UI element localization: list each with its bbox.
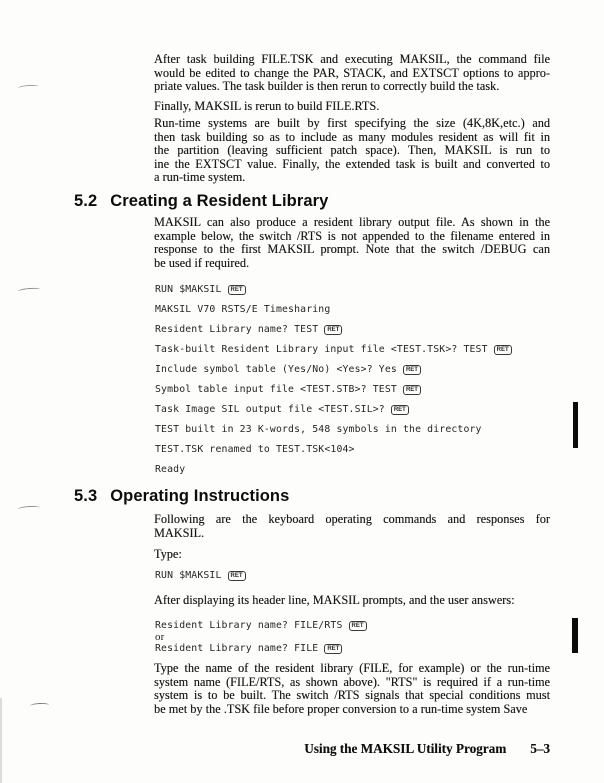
terminal-example-block — [155, 566, 246, 586]
terminal-line — [155, 280, 512, 300]
terminal-text: RUN $MAKSIL — [155, 570, 222, 581]
terminal-text: Resident Library name? FILE/RTS — [155, 620, 343, 631]
return-key-icon: RET — [349, 621, 367, 631]
change-bar — [573, 402, 578, 448]
terminal-line — [155, 340, 512, 360]
text-line: Type the name of the resident library (FILE, for example) or the run-time — [154, 661, 550, 675]
terminal-text: Include symbol table (Yes/No) <Yes>? Yes — [155, 364, 397, 375]
terminal-line — [155, 320, 512, 340]
text-line: After task building FILE.TSK and executing MAKSIL, the command file — [154, 52, 550, 66]
paragraph — [154, 662, 550, 716]
section-heading-5-3 — [74, 487, 289, 506]
section-title: Creating a Resident Library — [110, 192, 329, 210]
page-footer — [304, 741, 550, 757]
return-key-icon: RET — [228, 285, 246, 295]
paragraph — [154, 117, 550, 185]
terminal-line — [155, 620, 367, 632]
terminal-line — [155, 300, 512, 320]
terminal-text: or — [155, 630, 165, 643]
terminal-line — [155, 400, 512, 420]
terminal-text: MAKSIL V70 RSTS/E Timesharing — [155, 304, 331, 315]
paragraph — [154, 100, 550, 114]
text-line: response to the first MAKSIL prompt. Note that the switch /DEBUG can — [154, 242, 550, 256]
text-line: After displaying its header line, MAKSIL prompts, and the user answers: — [154, 593, 515, 607]
paragraph — [154, 513, 550, 540]
text-line: then task building so as to include as many modules resident as will fit in — [154, 129, 550, 144]
text-line: be met by the .TSK file before proper conversion to a run-time system Save — [154, 701, 528, 716]
terminal-text: Resident Library name? FILE — [155, 643, 319, 654]
text-line: ine the EXTSCT value. Finally, the extended task is built and converted to — [154, 156, 550, 171]
terminal-text: Ready — [155, 464, 186, 475]
terminal-line — [155, 632, 367, 644]
margin-pen-mark — [18, 84, 39, 90]
change-bar — [572, 618, 578, 653]
text-line: system is to be built. The switch /RTS signals that special conditions must — [154, 688, 550, 702]
terminal-example-block — [155, 280, 512, 480]
return-key-icon: RET — [494, 345, 512, 355]
text-line: Finally, MAKSIL is rerun to build FILE.RTS. — [154, 99, 380, 113]
terminal-text: Symbol table input file <TEST.STB>? TEST — [155, 384, 397, 395]
section-title: Operating Instructions — [110, 487, 290, 505]
text-line: MAKSIL can also produce a resident library output file. As shown in the — [154, 215, 550, 229]
section-number: 5.3 — [74, 487, 98, 505]
return-key-icon: RET — [391, 405, 409, 415]
terminal-line — [155, 380, 512, 400]
terminal-text: TEST built in 23 K-words, 548 symbols in the directory — [155, 424, 482, 435]
footer-title: Using the MAKSIL Utility Program — [304, 741, 507, 756]
terminal-text: TEST.TSK renamed to TEST.TSK<104> — [155, 444, 355, 455]
footer-page-number: 5–3 — [530, 741, 550, 756]
text-line: Following are the keyboard operating commands and responses for — [154, 512, 550, 526]
text-line: would be edited to change the PAR, STACK, and EXTSCT options to appro- — [154, 65, 550, 80]
paragraph — [154, 53, 550, 94]
return-key-icon: RET — [403, 365, 421, 375]
section-heading-5-2 — [74, 192, 328, 211]
terminal-example-block — [155, 620, 367, 655]
terminal-line — [155, 643, 367, 655]
text-line: example below, the switch /RTS is not appended to the filename entered in — [154, 228, 550, 243]
text-line: priate values. The task builder is then rerun to correctly build the task. — [154, 79, 500, 93]
text-line: the partition (leaving sufficient patch space). Then, MAKSIL is run to — [154, 143, 550, 157]
text-line: Run-time systems are built by first specifying the size (4K,8K,etc.) and — [154, 116, 550, 130]
return-key-icon: RET — [403, 385, 421, 395]
text-line: system name (FILE/RTS, as shown above). "RTS" is required if a run-time — [154, 674, 550, 689]
paragraph — [154, 594, 550, 608]
terminal-line — [155, 460, 512, 480]
return-key-icon: RET — [324, 644, 342, 654]
paragraph — [154, 216, 550, 270]
return-key-icon: RET — [228, 571, 246, 581]
terminal-line — [155, 420, 512, 440]
terminal-line — [155, 440, 512, 460]
scan-edge-artifact — [0, 698, 2, 783]
section-number: 5.2 — [74, 192, 98, 210]
terminal-text: Task-built Resident Library input file <TEST.TSK>? TEST — [155, 344, 488, 355]
text-line: Type: — [154, 547, 182, 561]
return-key-icon: RET — [324, 325, 342, 335]
terminal-line — [155, 566, 246, 586]
margin-pen-mark — [18, 505, 40, 512]
margin-pen-mark — [30, 703, 49, 709]
text-line: a run-time system. — [154, 170, 246, 184]
margin-pen-mark — [18, 287, 40, 294]
paragraph — [154, 548, 550, 562]
terminal-line — [155, 360, 512, 380]
text-line: MAKSIL. — [154, 525, 205, 540]
terminal-text: Task Image SIL output file <TEST.SIL>? — [155, 404, 385, 415]
terminal-text: Resident Library name? TEST — [155, 324, 319, 335]
terminal-text: RUN $MAKSIL — [155, 284, 222, 295]
text-line: be used if required. — [154, 255, 250, 270]
